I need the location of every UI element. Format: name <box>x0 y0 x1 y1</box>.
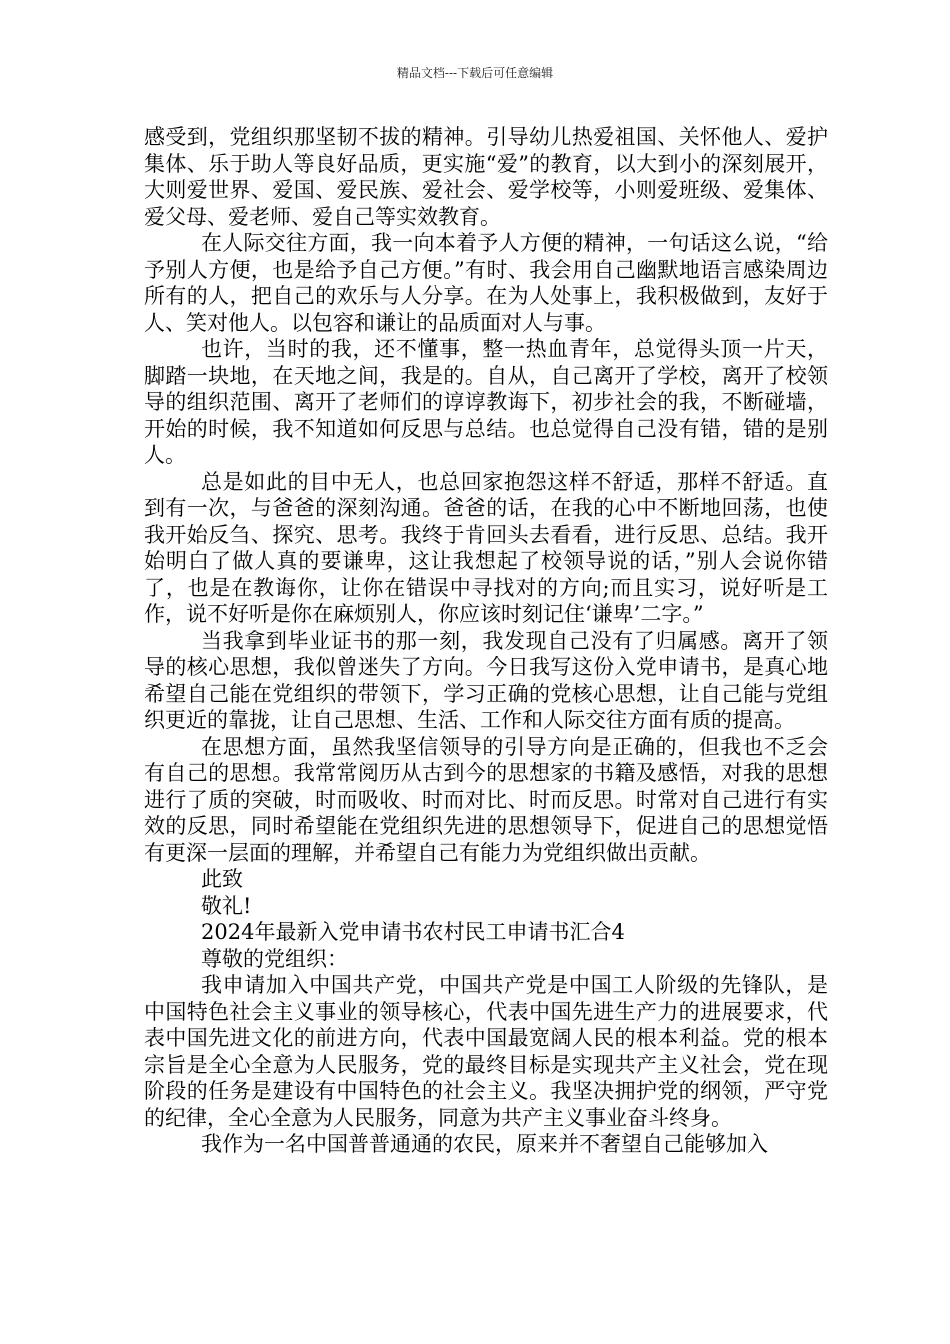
paragraph-6: 在思想方面，虽然我坚信领导的引导方向是正确的，但我也不乏会有自己的思想。我常常阅历从古到今的思想家的书籍及感悟，对我的思想进行了质的突破，时而吸收、时而对比、时而反思。时常对自己进行有实效的反思，同时希望能在党组织先进的思想领导下，促进自己的思想觉悟有更深一层面的理解，并希望自己有能力为党组织做出贡献。 <box>144 734 828 865</box>
closing-line-1: 此致 <box>201 867 243 891</box>
paragraph-8: 我作为一名中国普普通通的农民，原来并不奢望自己能够加入 <box>201 1132 768 1156</box>
paragraph-1: 感受到，党组织那坚韧不拔的精神。引导幼儿热爱祖国、关怀他人、爱护集体、乐于助人等良好品质，更实施“爱”的教育，以大到小的深刻展开，大则爱世界、爱国、爱民族、爱社会、爱学校等，小则爱班级、爱集体、爱父母、爱老师、爱自己等实效教育。 <box>144 125 828 229</box>
paragraph-3: 也许，当时的我，还不懂事，整一热血青年，总觉得头顶一片天，脚踏一块地，在天地之间，我是的。自从，自己离开了学校，离开了校领导的组织范围、离开了老师们的谆谆教诲下，初步社会的我，不断碰墙，开始的时候，我不知道如何反思与总结。也总觉得自己没有错，错的是别人。 <box>144 337 828 467</box>
document-body <box>144 124 828 1158</box>
closing-line-2: 敬礼! <box>201 893 252 918</box>
document-title: 2024年最新入党申请书农村民工申请书汇合4 <box>201 920 625 944</box>
page-header: 精品文档---下载后可任意编辑 <box>396 66 554 80</box>
paragraph-7: 我申请加入中国共产党，中国共产党是中国工人阶级的先锋队，是中国特色社会主义事业的领导核心，代表中国先进生产力的进展要求，代表中国先进文化的前进方向，代表中国最宽阔人民的根本利益。党的根本宗旨是全心全意为人民服务，党的最终目标是实现共产主义社会，党在现阶段的任务是建设有中国特色的社会主义。我坚决拥护党的纲领，严守党的纪律，全心全意为人民服务，同意为共产主义事业奋斗终身。 <box>144 973 828 1130</box>
paragraph-5: 当我拿到毕业证书的那一刻，我发现自己没有了归属感。离开了领导的核心思想，我似曾迷失了方向。今日我写这份入党申请书，是真心地希望自己能在党组织的带领下，学习正确的党核心思想，让自己能与党组织更近的靠拢，让自己思想、生活、工作和人际交往方面有质的提高。 <box>144 628 828 732</box>
paragraph-2: 在人际交往方面，我一向本着予人方便的精神，一句话这么说，“给予别人方便，也是给予自己方便。”有时、我会用自己幽默地语言感染周边所有的人，把自己的欢乐与人分享。在为人处事上，我积极做到，友好于人、笑对他人。以包容和谦让的品质面对人与事。 <box>144 231 828 335</box>
salutation: 尊敬的党组织： <box>201 946 348 971</box>
paragraph-4: 总是如此的目中无人，也总回家抱怨这样不舒适，那样不舒适。直到有一次，与爸爸的深刻沟通。爸爸的话，在我的心中不断地回荡，也使我开始反刍、探究、思考。我终于肯回头去看看，进行反思、总结。我开始明白了做人真的要谦卑，这让我想起了校领导说的话，”别人会说你错了，也是在教诲你，让你在错误中寻找对的方向;而且实习，说好听是工作，说不好听是你在麻烦别人，你应该时刻记住‘谦卑’二字。” <box>144 469 828 626</box>
